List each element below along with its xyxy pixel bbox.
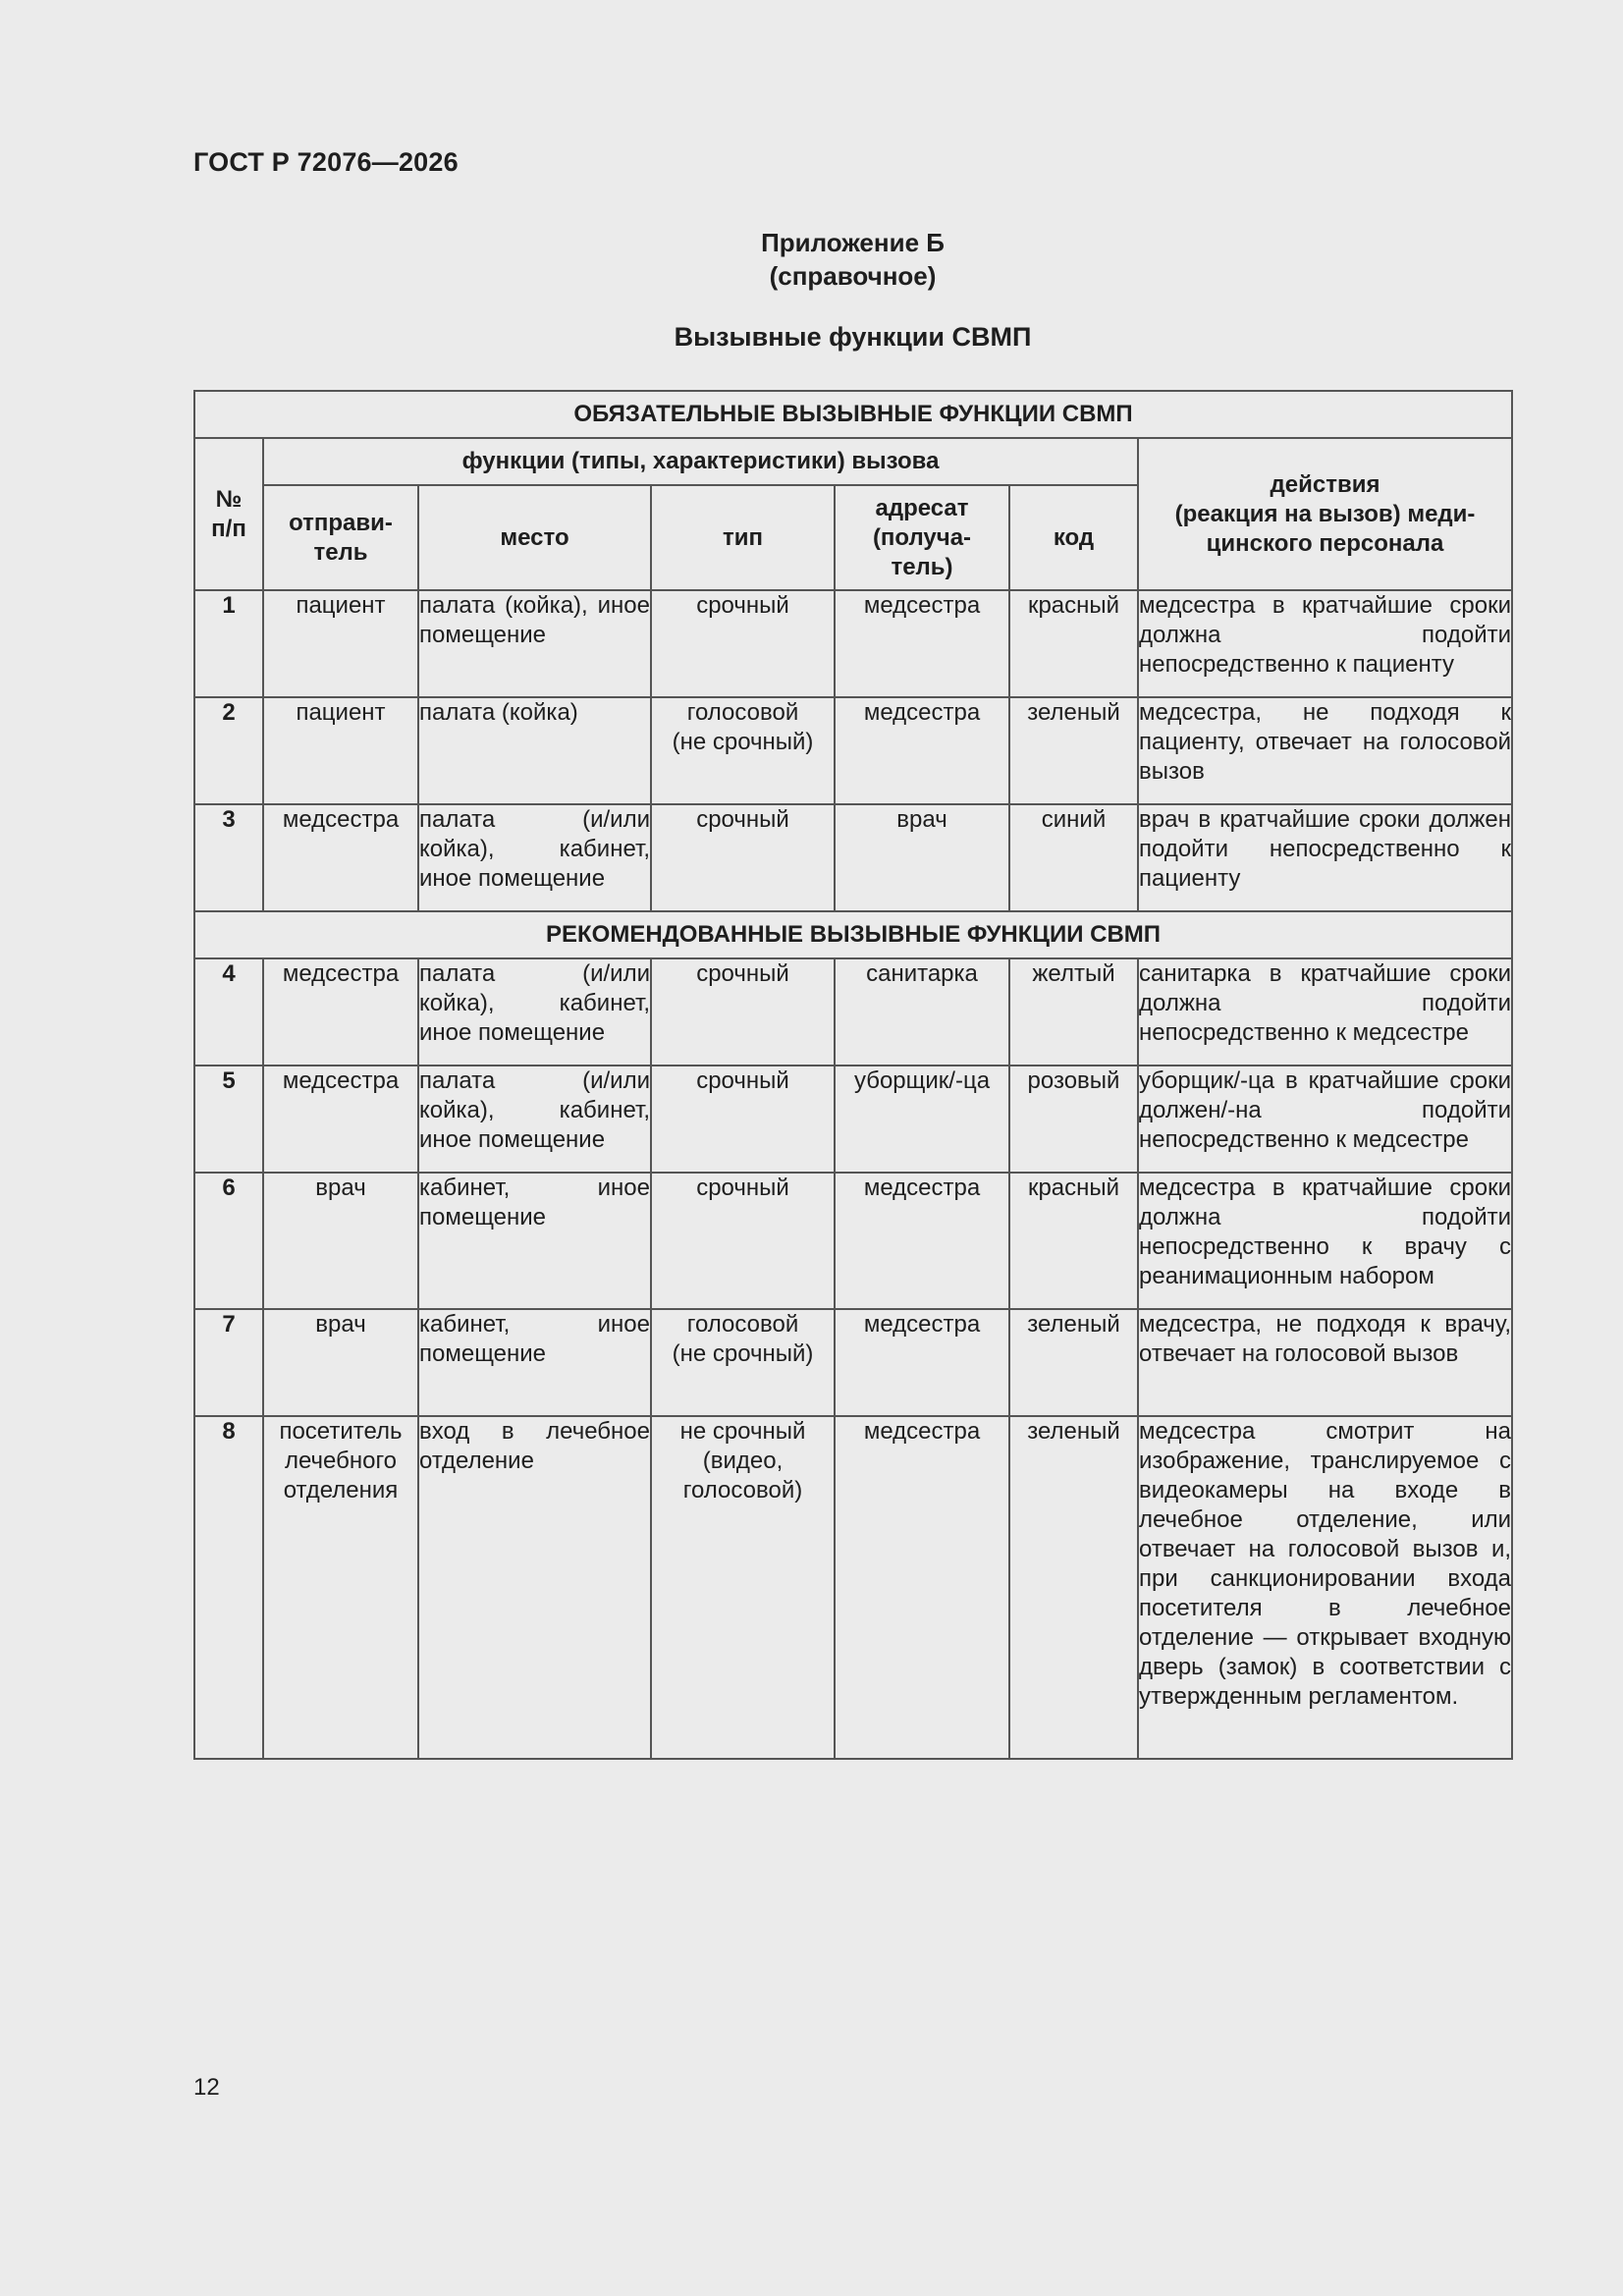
row-number: 7 <box>194 1309 263 1416</box>
cell-actions: медсестра, не подходя к врачу, отвечает на голосовой вызов <box>1138 1309 1512 1416</box>
row-number: 6 <box>194 1173 263 1309</box>
header-number: № п/п <box>194 438 263 590</box>
table-row <box>194 1066 1512 1173</box>
cell-code: синий <box>1009 804 1138 911</box>
row-number: 2 <box>194 697 263 804</box>
cell-recipient: врач <box>835 804 1009 911</box>
cell-place: вход в лечебное отделение <box>418 1416 651 1759</box>
cell-sender: медсестра <box>263 804 418 911</box>
cell-recipient: медсестра <box>835 1416 1009 1759</box>
cell-type: срочный <box>651 958 835 1066</box>
table-row <box>194 1173 1512 1309</box>
cell-place: палата (и/или койка), кабинет, иное помещение <box>418 804 651 911</box>
cell-actions: медсестра, не подходя к пациенту, отвечает на голосовой вызов <box>1138 697 1512 804</box>
cell-place: палата (и/или койка), кабинет, иное помещение <box>418 1066 651 1173</box>
appendix-title: Приложение Б <box>761 228 945 257</box>
header-recipient: адресат (получа- тель) <box>835 485 1009 590</box>
row-number: 4 <box>194 958 263 1066</box>
appendix-kind: (справочное) <box>769 261 937 291</box>
header-place: место <box>418 485 651 590</box>
cell-recipient: санитарка <box>835 958 1009 1066</box>
header-actions: действия (реакция на вызов) меди- цинского персонала <box>1138 438 1512 590</box>
table-row <box>194 1309 1512 1416</box>
table-row <box>194 697 1512 804</box>
header-type: тип <box>651 485 835 590</box>
cell-code: зеленый <box>1009 1309 1138 1416</box>
cell-sender: медсестра <box>263 1066 418 1173</box>
cell-type: голосовой (не срочный) <box>651 1309 835 1416</box>
cell-code: желтый <box>1009 958 1138 1066</box>
call-functions-table <box>193 390 1513 1760</box>
cell-place: палата (и/или койка), кабинет, иное помещение <box>418 958 651 1066</box>
row-number: 8 <box>194 1416 263 1759</box>
cell-sender: посетитель лечебного отделения <box>263 1416 418 1759</box>
cell-recipient: медсестра <box>835 1309 1009 1416</box>
cell-type: срочный <box>651 1066 835 1173</box>
cell-type: не срочный (видео, голосовой) <box>651 1416 835 1759</box>
section-recommended-heading: РЕКОМЕНДОВАННЫЕ ВЫЗЫВНЫЕ ФУНКЦИИ СВМП <box>194 911 1512 958</box>
section-mandatory-heading: ОБЯЗАТЕЛЬНЫЕ ВЫЗЫВНЫЕ ФУНКЦИИ СВМП <box>194 391 1512 438</box>
document-code: ГОСТ Р 72076—2026 <box>193 147 459 177</box>
cell-place: палата (койка) <box>418 697 651 804</box>
appendix-name: Вызывные функции СВМП <box>674 322 1032 352</box>
cell-actions: медсестра в кратчайшие сроки должна подойти непосредственно к пациенту <box>1138 590 1512 697</box>
cell-actions: медсестра смотрит на изображение, транслируемое с видеокамеры на входе в лечебное отделение, или отвечает на голосовой вызов и, при санкционировании входа посетителя в лечебное отделение — открывает входную дверь (замок) в соответствии с утвержденным регламентом. <box>1138 1416 1512 1759</box>
cell-code: зеленый <box>1009 1416 1138 1759</box>
cell-sender: врач <box>263 1173 418 1309</box>
row-number: 3 <box>194 804 263 911</box>
row-number: 5 <box>194 1066 263 1173</box>
cell-code: зеленый <box>1009 697 1138 804</box>
cell-type: срочный <box>651 590 835 697</box>
cell-actions: врач в кратчайшие сроки должен подойти непосредственно к пациенту <box>1138 804 1512 911</box>
row-number: 1 <box>194 590 263 697</box>
cell-actions: санитарка в кратчайшие сроки должна подойти непосредственно к медсестре <box>1138 958 1512 1066</box>
cell-place: кабинет, иное помещение <box>418 1309 651 1416</box>
table-row <box>194 590 1512 697</box>
cell-recipient: медсестра <box>835 697 1009 804</box>
cell-code: розовый <box>1009 1066 1138 1173</box>
cell-sender: пациент <box>263 590 418 697</box>
header-sender: отправи- тель <box>263 485 418 590</box>
table-row <box>194 958 1512 1066</box>
cell-place: палата (койка), иное помещение <box>418 590 651 697</box>
cell-place: кабинет, иное помещение <box>418 1173 651 1309</box>
table-row <box>194 804 1512 911</box>
cell-code: красный <box>1009 1173 1138 1309</box>
header-call-functions-group: функции (типы, характеристики) вызова <box>263 438 1138 485</box>
cell-recipient: уборщик/-ца <box>835 1066 1009 1173</box>
cell-sender: врач <box>263 1309 418 1416</box>
cell-code: красный <box>1009 590 1138 697</box>
page-number: 12 <box>193 2074 220 2101</box>
cell-recipient: медсестра <box>835 590 1009 697</box>
header-code: код <box>1009 485 1138 590</box>
cell-recipient: медсестра <box>835 1173 1009 1309</box>
cell-sender: медсестра <box>263 958 418 1066</box>
cell-type: срочный <box>651 804 835 911</box>
cell-type: голосовой (не срочный) <box>651 697 835 804</box>
cell-actions: медсестра в кратчайшие сроки должна подойти непосредственно к врачу с реанимационным набором <box>1138 1173 1512 1309</box>
table-row <box>194 1416 1512 1759</box>
cell-type: срочный <box>651 1173 835 1309</box>
cell-sender: пациент <box>263 697 418 804</box>
cell-actions: уборщик/-ца в кратчайшие сроки должен/-на подойти непосредственно к медсестре <box>1138 1066 1512 1173</box>
